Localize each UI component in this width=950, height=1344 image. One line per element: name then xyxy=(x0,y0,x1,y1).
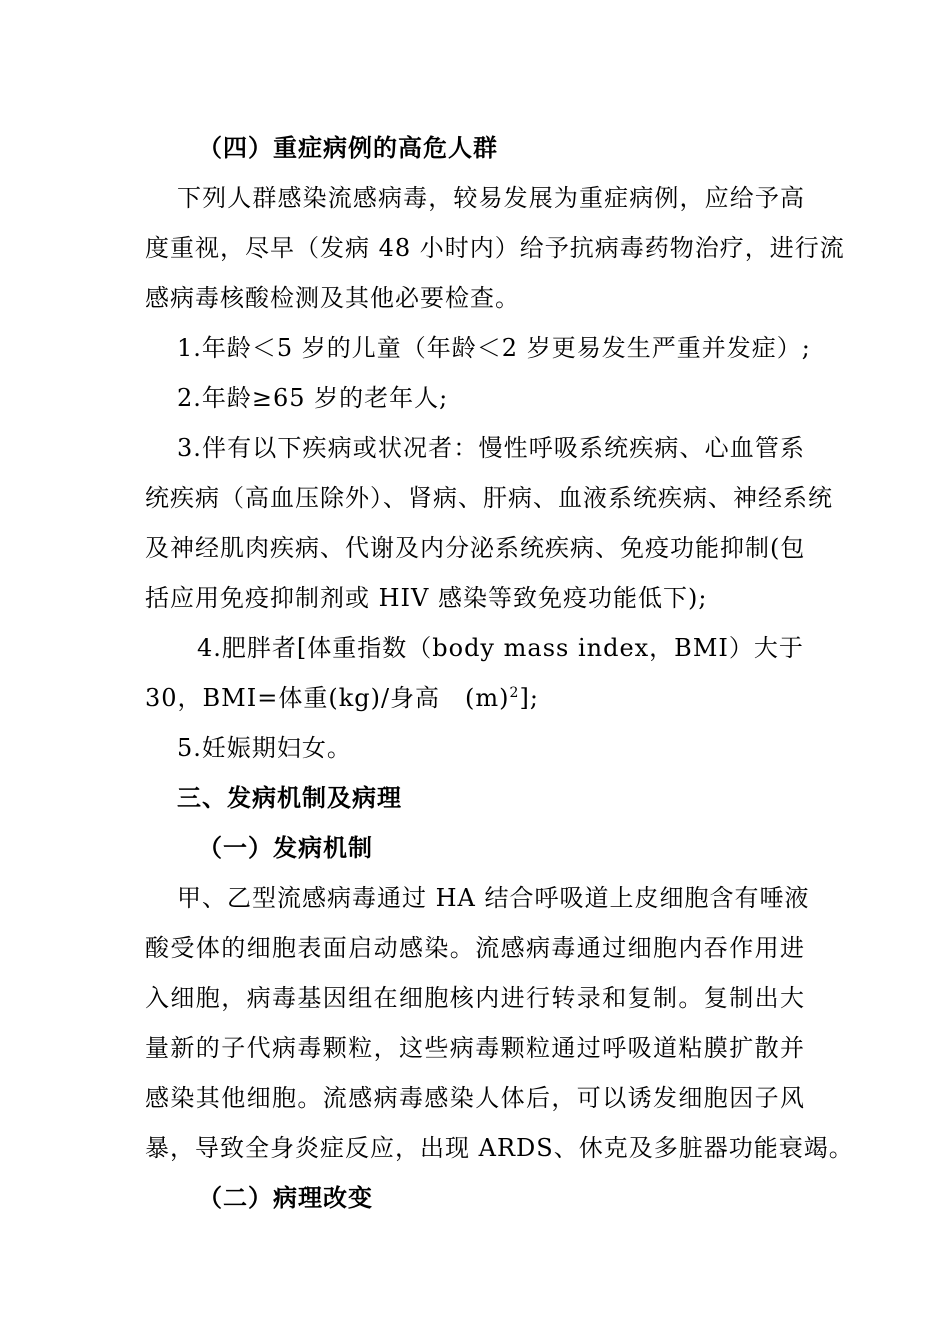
bmi-formula-end: ]; xyxy=(519,684,539,712)
list-item-1: 1.年龄＜5 岁的儿童（年龄＜2 岁更易发生严重并发症）; xyxy=(177,334,811,362)
subsection-heading-mechanism: （一）发病机制 xyxy=(198,834,373,862)
paragraph-line: 入细胞，病毒基因组在细胞核内进行转录和复制。复制出大 xyxy=(145,984,805,1012)
bmi-formula: 30，BMI=体重(kg)/身高 (m) xyxy=(145,684,510,712)
list-item-3-line: 3.伴有以下疾病或状况者：慢性呼吸系统疾病、心血管系 xyxy=(177,434,805,462)
list-item-2: 2.年龄≥65 岁的老年人; xyxy=(177,384,449,412)
list-item-3-line: 及神经肌肉疾病、代谢及内分泌系统疾病、免疫功能抑制(包 xyxy=(145,534,806,562)
list-item-3-line: 括应用免疫抑制剂或 HIV 感染等致免疫功能低下); xyxy=(145,584,708,612)
paragraph-line: 量新的子代病毒颗粒，这些病毒颗粒通过呼吸道粘膜扩散并 xyxy=(145,1034,805,1062)
section-heading-pathogenesis: 三、发病机制及病理 xyxy=(177,784,402,812)
paragraph-line: 感病毒核酸检测及其他必要检查。 xyxy=(145,284,520,312)
list-item-3-line: 统疾病（高血压除外）、肾病、肝病、血液系统疾病、神经系统 xyxy=(145,484,833,512)
list-item-5: 5.妊娠期妇女。 xyxy=(177,734,352,762)
paragraph-line: 暴，导致全身炎症反应，出现 ARDS、休克及多脏器功能衰竭。 xyxy=(145,1134,854,1162)
paragraph-line: 度重视，尽早（发病 48 小时内）给予抗病毒药物治疗，进行流 xyxy=(145,234,845,262)
paragraph-line: 酸受体的细胞表面启动感染。流感病毒通过细胞内吞作用进 xyxy=(145,934,805,962)
superscript-2: 2 xyxy=(509,685,520,701)
section-heading-high-risk: （四）重症病例的高危人群 xyxy=(198,134,498,162)
paragraph-line: 下列人群感染流感病毒，较易发展为重症病例，应给予高 xyxy=(177,184,805,212)
list-item-4-line xyxy=(145,683,950,713)
paragraph-line: 甲、乙型流感病毒通过 HA 结合呼吸道上皮细胞含有唾液 xyxy=(177,884,810,912)
paragraph-line: 感染其他细胞。流感病毒感染人体后，可以诱发细胞因子风 xyxy=(145,1084,805,1112)
list-item-4-line: 4.肥胖者[体重指数（body mass index，BMI）大于 xyxy=(197,634,804,662)
subsection-heading-pathology: （二）病理改变 xyxy=(198,1184,373,1212)
